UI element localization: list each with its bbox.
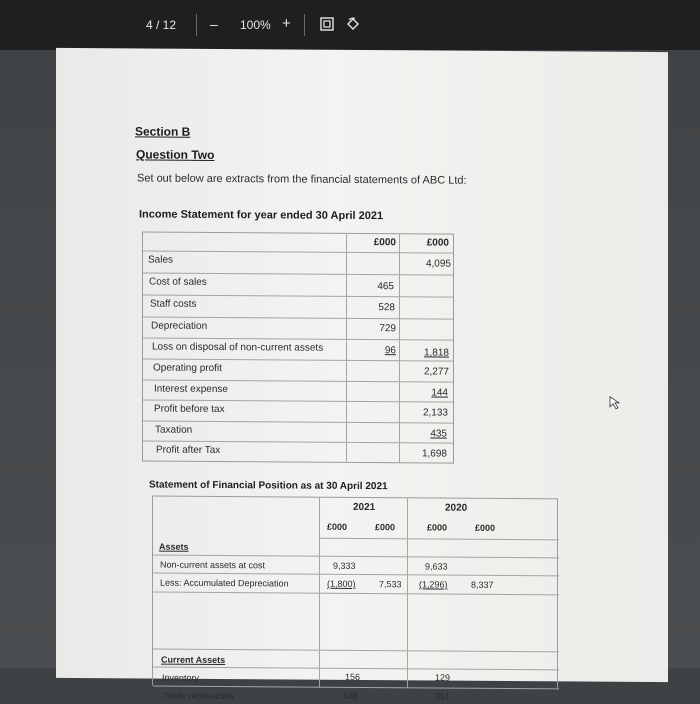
row-label: Loss on disposal of non-current assets [152, 341, 324, 354]
income-statement-table [142, 231, 454, 463]
toolbar-divider [304, 14, 305, 36]
column-header: £000 [426, 237, 449, 249]
row-label: Trade receivables [163, 690, 235, 702]
zoom-level[interactable]: 100% [240, 18, 271, 32]
row-value: 9,633 [425, 561, 448, 572]
row-value: 7,533 [379, 579, 402, 590]
row-value: (1,296) [419, 579, 448, 590]
financial-position-table [152, 496, 558, 702]
column-header: £000 [373, 237, 396, 249]
row-value: 465 [377, 281, 394, 293]
column-header: £000 [475, 522, 496, 533]
column-header: £000 [427, 522, 448, 533]
row-label: Depreciation [151, 320, 208, 332]
document-page [56, 48, 668, 702]
row-label: Profit after Tax [156, 444, 221, 457]
row-label: Non-current assets at cost [160, 559, 266, 571]
assets-label: Assets [159, 541, 189, 552]
row-label: Interest expense [154, 383, 228, 396]
current-assets-label: Current Assets [161, 654, 226, 666]
rotate-icon[interactable] [346, 17, 360, 31]
pdf-toolbar [0, 0, 700, 50]
row-value: 144 [431, 387, 448, 399]
row-value: 8,337 [471, 579, 494, 590]
row-label: Cost of sales [149, 276, 207, 288]
mouse-cursor-icon [609, 396, 623, 410]
row-value: 9,333 [333, 560, 356, 571]
question-heading: Question Two [136, 147, 215, 162]
row-label: Inventory [162, 672, 200, 683]
row-value: 435 [430, 428, 447, 440]
year-header: 2020 [445, 502, 468, 514]
row-value: 729 [379, 323, 396, 335]
sfp-title: Statement of Financial Position as at 30 April 2021 [149, 479, 388, 493]
year-header: 2021 [353, 501, 376, 514]
row-value: 528 [378, 302, 395, 314]
row-value: 351 [435, 691, 451, 702]
row-label: Staff costs [150, 298, 197, 310]
zoom-out-button[interactable]: – [210, 16, 218, 32]
column-header: £000 [327, 521, 348, 532]
row-value: 2,133 [422, 407, 448, 419]
section-heading: Section B [135, 124, 191, 139]
row-value: (1,800) [327, 578, 356, 589]
fit-page-icon[interactable] [320, 17, 334, 31]
row-value: 156 [345, 671, 361, 682]
row-label: Less: Accumulated Depreciation [160, 577, 289, 589]
column-header: £000 [375, 522, 396, 533]
row-value: 129 [435, 672, 451, 683]
row-label: Operating profit [153, 362, 222, 375]
row-label: Profit before tax [154, 403, 225, 416]
row-value: 96 [384, 345, 396, 357]
row-label: Sales [148, 254, 174, 266]
row-value: 1,698 [421, 448, 447, 460]
row-value: 1,818 [423, 347, 449, 359]
row-value: 4,095 [425, 258, 451, 270]
zoom-in-button[interactable]: + [282, 15, 291, 32]
intro-text: Set out below are extracts from the financial statements of ABC Ltd: [137, 172, 467, 187]
toolbar-divider [196, 14, 197, 36]
row-value: 438 [343, 690, 359, 701]
row-value: 2,277 [423, 366, 449, 378]
row-label: Taxation [155, 424, 193, 436]
page-indicator[interactable]: 4 / 12 [146, 18, 177, 32]
income-statement-title: Income Statement for year ended 30 April 2021 [139, 208, 384, 223]
